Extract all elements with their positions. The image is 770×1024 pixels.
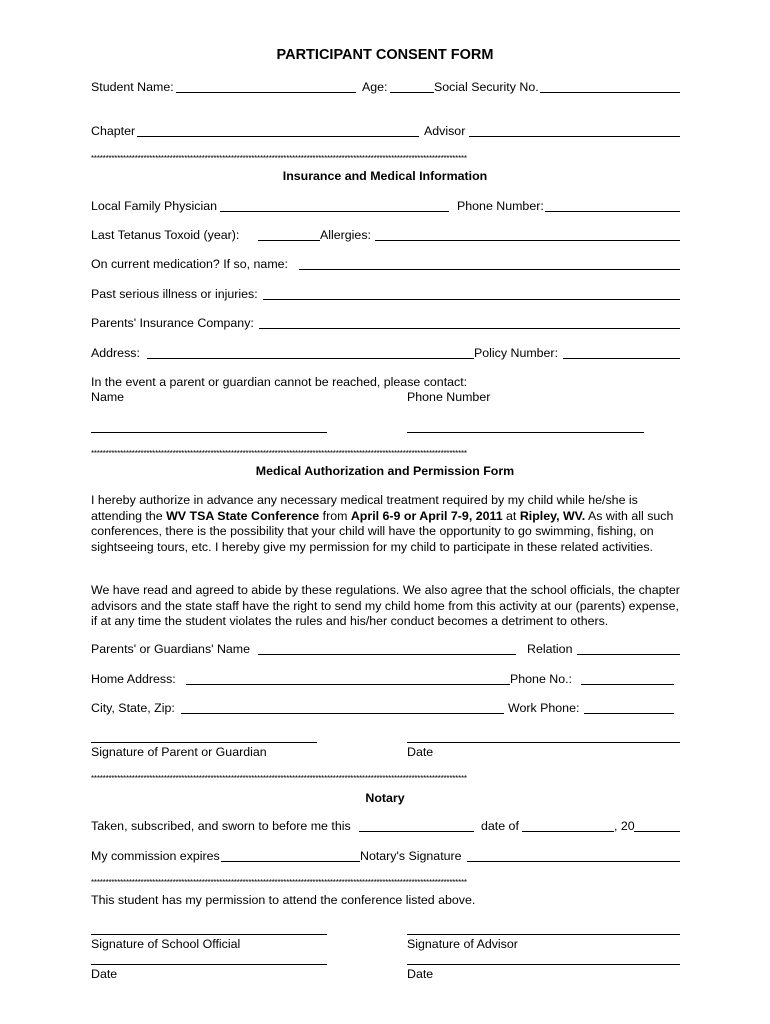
- divider: *********************************************************************************************************************************: [91, 449, 467, 458]
- contact-phone-label: Phone Number: [407, 390, 491, 404]
- insurance-company-label: Parents' Insurance Company:: [91, 316, 254, 330]
- event-name: WV TSA State Conference: [166, 508, 320, 523]
- official-signature-field[interactable]: [91, 934, 327, 935]
- guardian-signature-label: Signature of Parent or Guardian: [91, 745, 267, 759]
- work-phone-label: Work Phone:: [508, 701, 580, 715]
- agreement-paragraph: We have read and agreed to abide by these regulations. We also agree that the school officials, the chapter advisors and the state staff have the right to send my child home from this activity at our (parents) expense, if at any time the student violates the rules and his/her conduct becomes a detriment to others.: [91, 583, 680, 628]
- student-name-field[interactable]: [176, 92, 356, 93]
- allergies-label: Allergies:: [320, 228, 371, 242]
- divider: *********************************************************************************************************************************: [91, 774, 467, 783]
- policy-label: Policy Number:: [474, 346, 559, 360]
- address-field[interactable]: [147, 358, 474, 359]
- authorization-heading: Medical Authorization and Permission Form: [255, 464, 515, 478]
- ssn-label: Social Security No.: [434, 80, 539, 94]
- authorization-text: I hereby authorize in advance any necessary medical treatment required by my child while he/she is attending the: [91, 493, 638, 523]
- physician-phone-label: Phone Number:: [457, 199, 544, 213]
- medication-label: On current medication? If so, name:: [91, 257, 288, 271]
- advisor-date-field[interactable]: [407, 964, 680, 965]
- official-signature-label: Signature of School Official: [91, 937, 241, 951]
- medication-field[interactable]: [299, 269, 680, 270]
- guardian-date-field[interactable]: [407, 742, 680, 743]
- notary-signature-label: Notary's Signature: [360, 849, 462, 863]
- commission-label: My commission expires: [91, 849, 220, 863]
- authorization-text: As with all such conferences, there is the possibility that your child will have the opportunity to go swimming, fishing, on sightseeing tours, etc. I hereby give my permission for my child to participate in these related activities.: [91, 508, 674, 554]
- event-location: Ripley, WV.: [519, 508, 586, 523]
- advisor-signature-label: Signature of Advisor: [407, 937, 518, 951]
- permission-text: This student has my permission to attend the conference listed above.: [91, 893, 476, 907]
- notary-signature-field[interactable]: [467, 861, 680, 862]
- tetanus-field[interactable]: [258, 240, 320, 241]
- phone-no-field[interactable]: [581, 684, 674, 685]
- form-title: PARTICIPANT CONSENT FORM: [276, 47, 494, 63]
- relation-label: Relation: [527, 642, 573, 656]
- sworn-label: Taken, subscribed, and sworn to before me this: [91, 819, 351, 833]
- insurance-company-field[interactable]: [259, 328, 680, 329]
- address-label: Address:: [91, 346, 140, 360]
- contact-phone-field[interactable]: [407, 432, 644, 433]
- advisor-date-label: Date: [407, 967, 434, 981]
- physician-phone-field[interactable]: [545, 211, 680, 212]
- tetanus-label: Last Tetanus Toxoid (year):: [91, 228, 240, 242]
- guardian-name-field[interactable]: [258, 654, 516, 655]
- contact-name-label: Name: [91, 390, 125, 404]
- physician-label: Local Family Physician: [91, 199, 218, 213]
- illness-field[interactable]: [263, 299, 680, 300]
- guardian-date-label: Date: [407, 745, 434, 759]
- phone-no-label: Phone No.:: [510, 672, 572, 686]
- guardian-name-label: Parents' or Guardians' Name: [91, 642, 250, 656]
- divider: *********************************************************************************************************************************: [91, 878, 467, 887]
- divider: *********************************************************************************************************************************: [91, 154, 467, 163]
- contact-note: In the event a parent or guardian cannot be reached, please contact:: [91, 375, 468, 389]
- sworn-month-field[interactable]: [522, 831, 614, 832]
- event-dates: April 6-9 or April 7-9, 2011: [350, 508, 503, 523]
- authorization-text: at: [502, 508, 520, 523]
- guardian-signature-field[interactable]: [91, 742, 317, 743]
- date-of-label: date of: [481, 819, 519, 833]
- notary-heading: Notary: [365, 791, 405, 805]
- age-label: Age:: [362, 80, 388, 94]
- student-name-label: Student Name:: [91, 80, 174, 94]
- chapter-label: Chapter: [91, 124, 136, 138]
- home-address-label: Home Address:: [91, 672, 176, 686]
- authorization-paragraph: [91, 493, 683, 555]
- contact-name-field[interactable]: [91, 432, 327, 433]
- ssn-field[interactable]: [540, 92, 680, 93]
- authorization-text: from: [319, 508, 351, 523]
- advisor-signature-field[interactable]: [407, 934, 680, 935]
- city-label: City, State, Zip:: [91, 701, 175, 715]
- sworn-year-field[interactable]: [634, 831, 680, 832]
- official-date-label: Date: [91, 967, 118, 981]
- commission-field[interactable]: [221, 861, 360, 862]
- physician-field[interactable]: [220, 211, 449, 212]
- illness-label: Past serious illness or injuries:: [91, 287, 258, 301]
- advisor-label: Advisor: [424, 124, 466, 138]
- city-field[interactable]: [181, 713, 504, 714]
- insurance-heading: Insurance and Medical Information: [282, 169, 488, 183]
- year-label: , 20: [614, 819, 635, 833]
- allergies-field[interactable]: [375, 240, 680, 241]
- work-phone-field[interactable]: [584, 713, 674, 714]
- sworn-day-field[interactable]: [359, 831, 474, 832]
- relation-field[interactable]: [577, 654, 680, 655]
- home-address-field[interactable]: [186, 684, 510, 685]
- age-field[interactable]: [390, 92, 434, 93]
- advisor-field[interactable]: [469, 136, 680, 137]
- chapter-field[interactable]: [137, 136, 419, 137]
- official-date-field[interactable]: [91, 964, 327, 965]
- policy-field[interactable]: [563, 358, 680, 359]
